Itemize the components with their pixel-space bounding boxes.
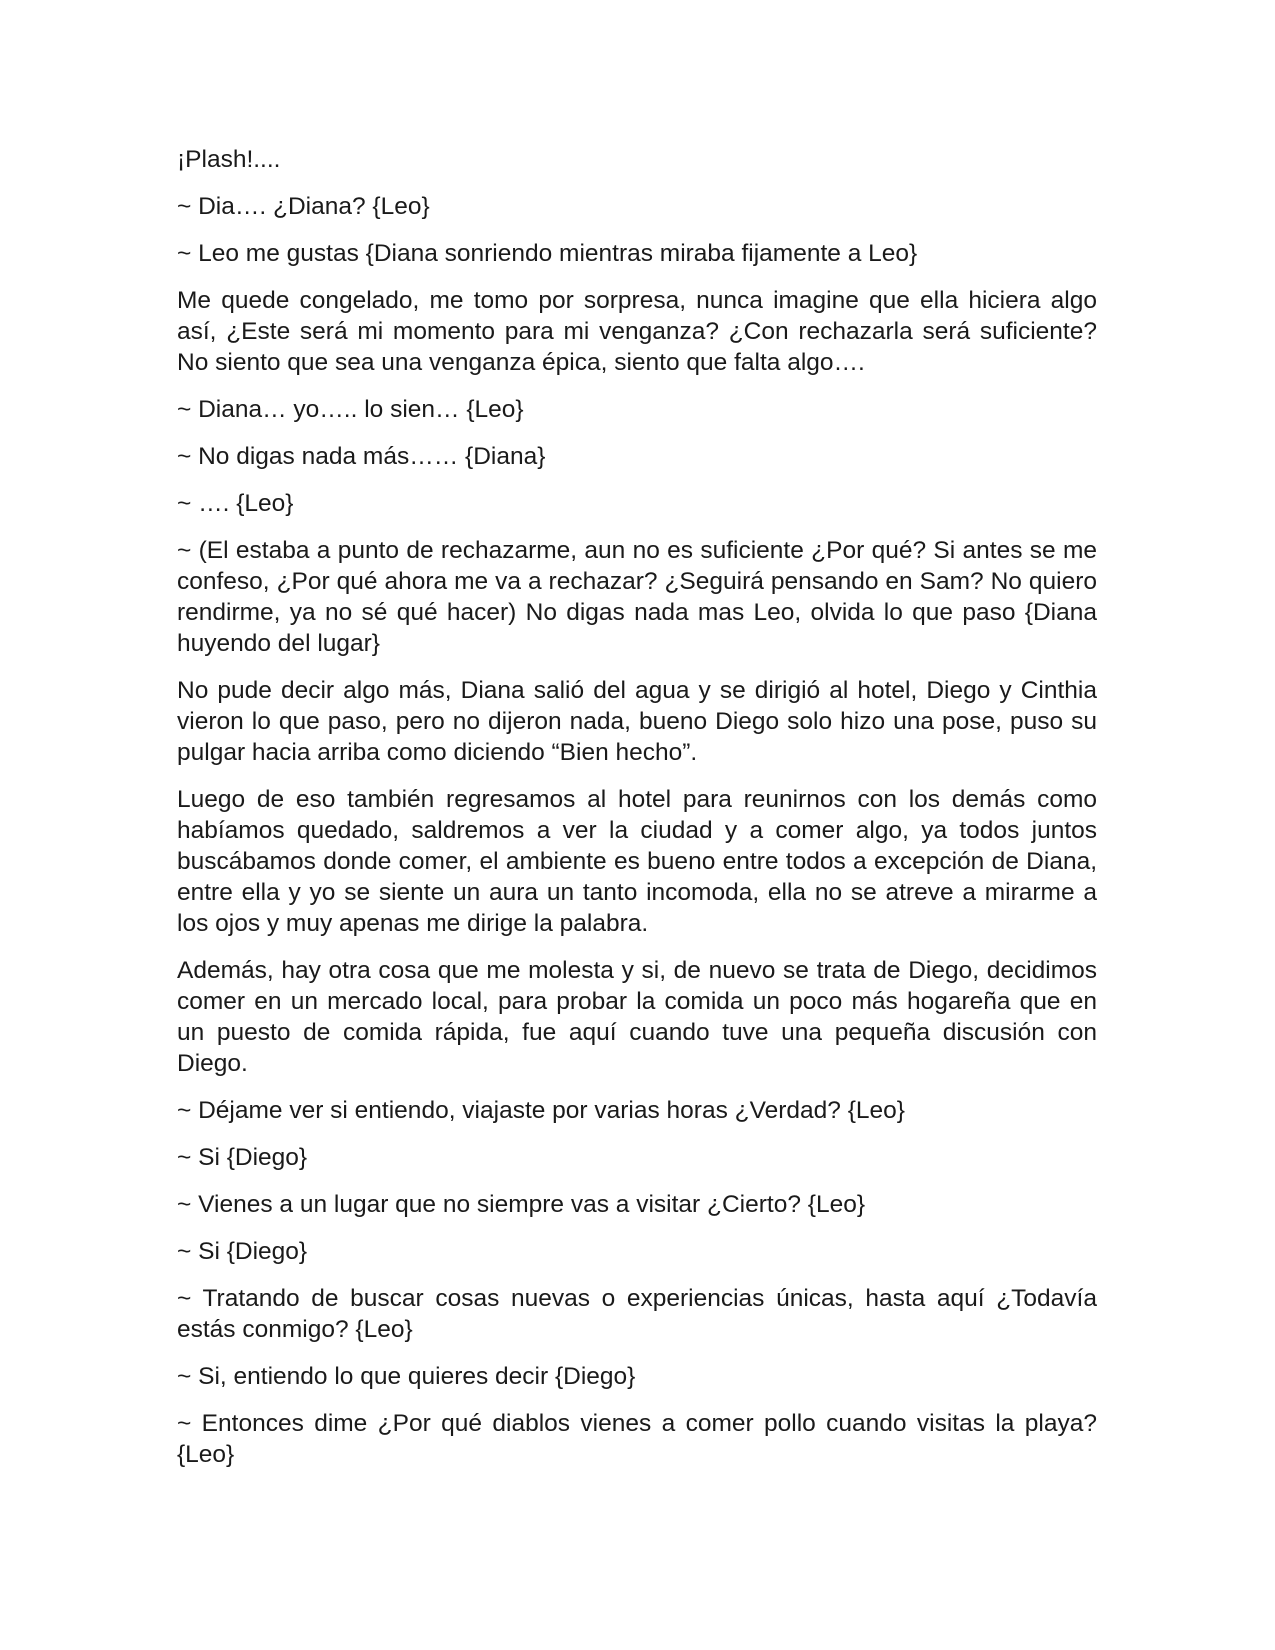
dialogue-line: ~ Leo me gustas {Diana sonriendo mientras miraba fijamente a Leo} [177,240,918,267]
document-body [177,144,1097,1486]
dialogue-line: ~ Dia…. ¿Diana? {Leo} [177,193,430,220]
dialogue-line: ~ …. {Leo} [177,490,294,517]
paragraph: Además, hay otra cosa que me molesta y si, de nuevo se trata de Diego, decidimos comer en un mercado local, para probar la comida un poco más hogareña que en un puesto de comida rápida, fue aquí cuando tuve una pequeña discusión con Diego. [177,957,1097,1077]
dialogue-line: ~ Vienes a un lugar que no siempre vas a visitar ¿Cierto? {Leo} [177,1191,865,1218]
dialogue-line: ~ Tratando de buscar cosas nuevas o experiencias únicas, hasta aquí ¿Todavía estás conmigo? {Leo} [177,1285,1097,1343]
dialogue-line: ~ Entonces dime ¿Por qué diablos vienes a comer pollo cuando visitas la playa? {Leo} [177,1410,1097,1468]
dialogue-line: ~ Diana… yo….. lo sien… {Leo} [177,396,524,423]
dialogue-line: ~ Si, entiendo lo que quieres decir {Diego} [177,1363,636,1390]
dialogue-line: ~ No digas nada más…… {Diana} [177,443,546,470]
paragraph: No pude decir algo más, Diana salió del agua y se dirigió al hotel, Diego y Cinthia vieron lo que paso, pero no dijeron nada, bueno Diego solo hizo una pose, puso su pulgar hacia arriba como diciendo “Bien hecho”. [177,677,1097,766]
dialogue-line: ~ (El estaba a punto de rechazarme, aun no es suficiente ¿Por qué? Si antes se me confeso, ¿Por qué ahora me va a rechazar? ¿Seguirá pensando en Sam? No quiero rendirme, ya no sé qué hacer) No digas nada mas Leo, olvida lo que paso {Diana huyendo del lugar} [177,537,1097,657]
paragraph: Luego de eso también regresamos al hotel para reunirnos con los demás como habíamos quedado, saldremos a ver la ciudad y a comer algo, ya todos juntos buscábamos donde comer, el ambiente es bueno entre todos a excepción de Diana, entre ella y yo se siente un aura un tanto incomoda, ella no se atreve a mirarme a los ojos y muy apenas me dirige la palabra. [177,786,1097,937]
dialogue-line: ~ Déjame ver si entiendo, viajaste por varias horas ¿Verdad? {Leo} [177,1097,905,1124]
paragraph: ¡Plash!.... [177,146,281,173]
paragraph: Me quede congelado, me tomo por sorpresa, nunca imagine que ella hiciera algo así, ¿Este será mi momento para mi venganza? ¿Con rechazarla será suficiente? No siento que sea una venganza épica, siento que falta algo…. [177,287,1097,376]
dialogue-line: ~ Si {Diego} [177,1238,308,1265]
dialogue-line: ~ Si {Diego} [177,1144,308,1171]
